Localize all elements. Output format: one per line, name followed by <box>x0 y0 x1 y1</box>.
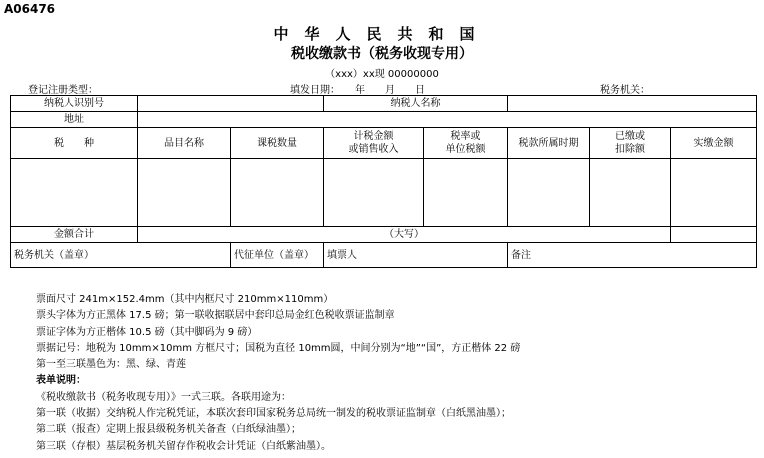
fill-date-label: 填发日期： 年 月 日 <box>290 85 425 96</box>
detail-row <box>11 159 757 227</box>
title-main: 中华人民共和国 <box>273 25 491 43</box>
notes-section <box>36 292 520 455</box>
agent-seal[interactable]: 代征单位（盖章） <box>231 243 324 268</box>
uppercase-amount-field[interactable]: （大写） <box>138 227 671 243</box>
header-taxable-qty: 课税数量 <box>231 128 324 159</box>
note-line: 票证字体为方正楷体 10.5 磅（其中脚码为 9 磅） <box>36 326 258 338</box>
total-row <box>11 227 757 243</box>
taxpayer-id-label: 纳税人识别号 <box>11 96 138 112</box>
taxpayer-row <box>11 96 757 112</box>
tax-office-seal[interactable]: 税务机关（盖章） <box>11 243 231 268</box>
serial-number: （xxx）xx现 00000000 <box>325 69 439 80</box>
note-line: 票头字体为方正黑体 17.5 磅；第一联收据联居中套印总局金红色税收票证监制章 <box>36 310 395 322</box>
address-label: 地址 <box>11 112 138 128</box>
tax-type-cell[interactable] <box>11 159 138 227</box>
header-tax-rate <box>424 128 508 159</box>
taxable-amount-cell[interactable] <box>324 159 424 227</box>
header-item-name: 品目名称 <box>138 128 231 159</box>
taxable-qty-cell[interactable] <box>231 159 324 227</box>
header-paid-line2: 扣除额 <box>615 144 646 155</box>
filler-field[interactable]: 填票人 <box>324 243 508 268</box>
form-code: A06476 <box>4 2 56 16</box>
tax-period-cell[interactable] <box>508 159 590 227</box>
total-amount-field[interactable] <box>671 227 757 243</box>
header-paid-deducted <box>590 128 671 159</box>
explain-line: 第二联（报查）定期上报县级税务机关备查（白纸绿油墨）； <box>36 424 301 436</box>
tax-office-label: 税务机关： <box>600 85 650 96</box>
actual-amount-cell[interactable] <box>671 159 757 227</box>
header-taxable-amount <box>324 128 424 159</box>
explain-line: 第三联（存根）基层税务机关留存作税收会计凭证（白纸紫油墨）。 <box>36 440 331 452</box>
explain-title: 表单说明： <box>36 375 86 387</box>
taxpayer-name-field[interactable] <box>508 96 757 112</box>
header-tax-rate-line2: 单位税额 <box>445 144 486 155</box>
title-sub: 税收缴款书（税务收现专用） <box>291 46 473 62</box>
signature-row <box>11 243 757 268</box>
header-tax-type: 税 种 <box>11 128 138 159</box>
address-row <box>11 112 757 128</box>
explain-line: 第一联（收据）交纳税人作完税凭证，本联次套印国家税务总局统一制发的税收票证监制章（白纸黑油墨）； <box>36 408 511 420</box>
header-taxable-amount-line2: 或销售收入 <box>348 144 399 155</box>
note-line: 第一至三联墨色为：黑、绿、青莲 <box>36 359 186 371</box>
note-line: 票据记号：地税为 10mm×10mm 方框尺寸；国税为直径 10mm圆，中间分别为“地”“国”，方正楷体 22 磅 <box>36 342 521 354</box>
item-name-cell[interactable] <box>138 159 231 227</box>
registration-type-label: 登记注册类型： <box>28 85 98 96</box>
header-paid-line1: 已缴或 <box>615 131 646 142</box>
note-line: 票面尺寸 241m×152.4mm（其中内框尺寸 210mm×110mm） <box>36 294 334 305</box>
header-row <box>11 128 757 159</box>
address-field[interactable] <box>138 112 757 128</box>
paid-deducted-cell[interactable] <box>590 159 671 227</box>
taxpayer-id-field[interactable] <box>138 96 324 112</box>
remark-field[interactable]: 备注 <box>508 243 757 268</box>
taxpayer-name-label: 纳税人名称 <box>324 96 508 112</box>
header-tax-rate-line1: 税率或 <box>450 131 481 142</box>
explain-line: 《税收缴款书（税务收现专用）》一式三联。各联用途为： <box>36 391 291 403</box>
header-tax-period: 税款所属时期 <box>508 128 590 159</box>
tax-rate-cell[interactable] <box>424 159 508 227</box>
tax-payment-form-table <box>10 95 757 268</box>
header-taxable-amount-line1: 计税金额 <box>353 131 394 142</box>
header-actual-amount: 实缴金额 <box>671 128 757 159</box>
total-label: 金额合计 <box>11 227 138 243</box>
